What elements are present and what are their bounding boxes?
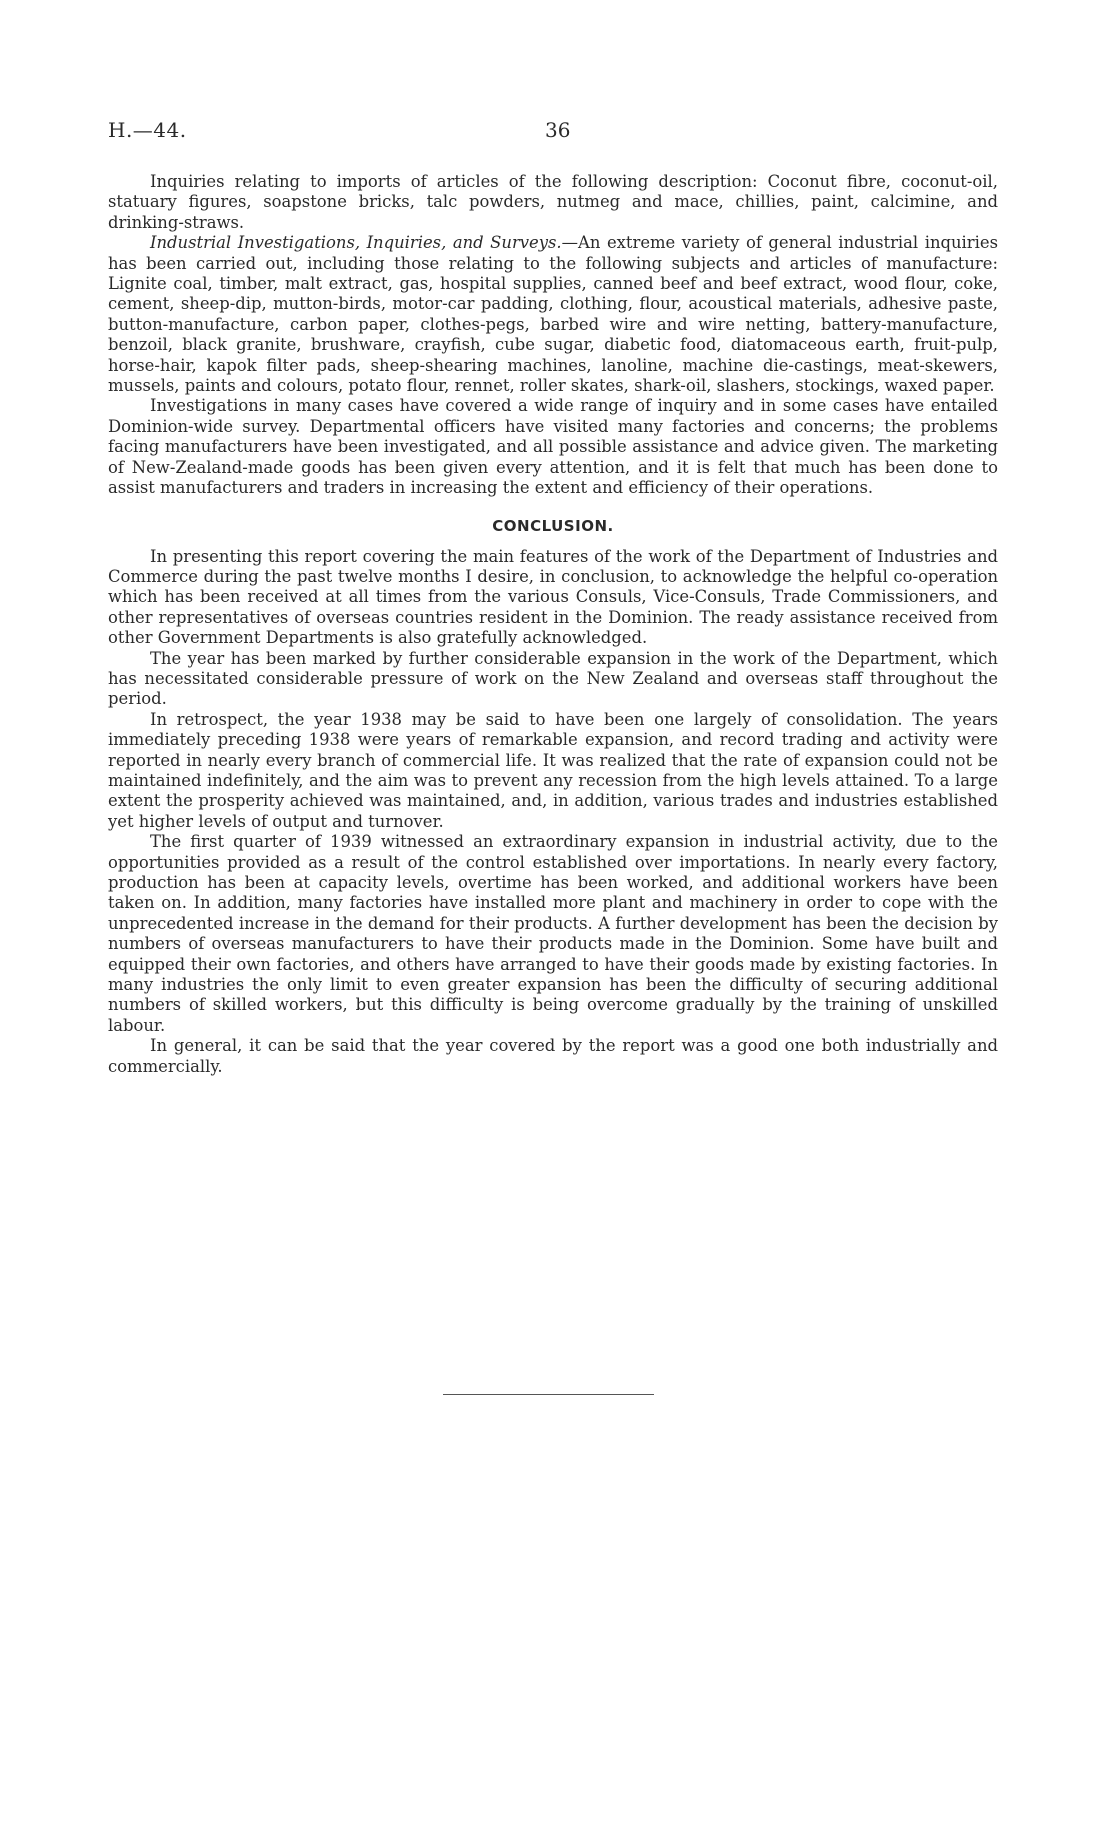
paragraph-conclusion-acknowledgement: In presenting this report covering the main features of the work of the Department of Industries and Commerce during the past twelve months I desire, in conclusion, to acknowledge the helpful co-operation which has been received at all times from the various Consuls, Vice-Consuls, Trade Commissioners, and other representatives of overseas countries resident in the Dominion. The ready assistance received from other Government Departments is also gratefully acknowledged.	[108, 546, 998, 648]
paragraph-conclusion-first-quarter: The first quarter of 1939 witnessed an extraordinary expansion in industrial activity, due to the opportunities provided as a result of the control established over importations. In nearly every factory, production has been at capacity levels, overtime has been worked, and additional workers have been taken on. In addition, many factories have installed more plant and machinery in order to cope with the unprecedented increase in the demand for their products. A further development has been the decision by numbers of overseas manufacturers to have their products made in the Dominion. Some have built and equipped their own factories, and others have arranged to have their goods made by existing factories. In many industries the only limit to even greater expansion has been the difficulty of securing additional numbers of skilled workers, but this difficulty is being overcome gradually by the training of unskilled labour.	[108, 832, 998, 1035]
section-heading-conclusion: CONCLUSION.	[492, 516, 614, 535]
paragraph-conclusion-retrospect: In retrospect, the year 1938 may be said to have been one largely of consolidation. The years immediately preceding 1938 were years of remarkable expansion, and record trading and activity were reported in nearly every branch of commercial life. It was realized that the rate of expansion could not be maintained indefinitely, and the aim was to prevent any recession from the high levels attained. To a large extent the prosperity achieved was maintained, and, in addition, various trades and industries established yet higher levels of output and turnover.	[108, 709, 998, 831]
paragraph-text: —An extreme variety of general industrial inquiries has been carried out, including those relating to the following subjects and articles of manufacture: Lignite coal, timber, malt extract, gas, hospital supplies, canned beef and beef extract, wood flour, coke, cement, sheep-dip, mutton-birds, motor-car padding, clothing, flour, acoustical materials, adhesive paste, button-manufacture, carbon paper, clothes-pegs, barbed wire and wire netting, battery-manufacture, benzoil, black granite, brushware, crayfish, cube sugar, diabetic food, diatomaceous earth, fruit-pulp, horse-hair, kapok filter pads, sheep-shearing machines, lanoline, machine die-castings, meat-skewers, mussels, paints and colours, potato flour, rennet, roller skates, shark-oil, slashers, stockings, waxed paper.	[108, 233, 998, 396]
page-number: 36	[545, 118, 571, 142]
document-code: H.—44.	[108, 118, 187, 142]
paragraph-imports	[108, 172, 998, 233]
paragraph-investigations-survey	[108, 396, 998, 498]
paragraph-text: Inquiries relating to imports of articles of the following description: Coconut fibre, coconut-oil, statuary figures, soapstone bricks, talc powders, nutmeg and mace, chillies, paint, calcimine, and drinking-straws.	[108, 172, 998, 232]
page-header	[108, 118, 1008, 146]
paragraph-conclusion-expansion: The year has been marked by further considerable expansion in the work of the Department, which has necessitated considerable pressure of work on the New Zealand and overseas staff throughout the period.	[108, 648, 998, 709]
paragraph-industrial-investigations	[108, 233, 998, 396]
section-lead-title: Industrial Investigations, Inquiries, and Surveys.	[150, 233, 562, 253]
document-body	[108, 172, 998, 1077]
paragraph-text: Investigations in many cases have covered a wide range of inquiry and in some cases have entailed Dominion-wide survey. Departmental officers have visited many factories and concerns; the problems facing manufacturers have been investigated, and all possible assistance and advice given. The marketing of New-Zealand-made goods has been given every attention, and it is felt that much has been done to assist manufacturers and traders in increasing the extent and efficiency of their operations.	[108, 396, 998, 498]
paragraph-conclusion-general: In general, it can be said that the year covered by the report was a good one both industrially and commercially.	[108, 1036, 998, 1076]
end-rule-divider	[443, 1394, 654, 1395]
